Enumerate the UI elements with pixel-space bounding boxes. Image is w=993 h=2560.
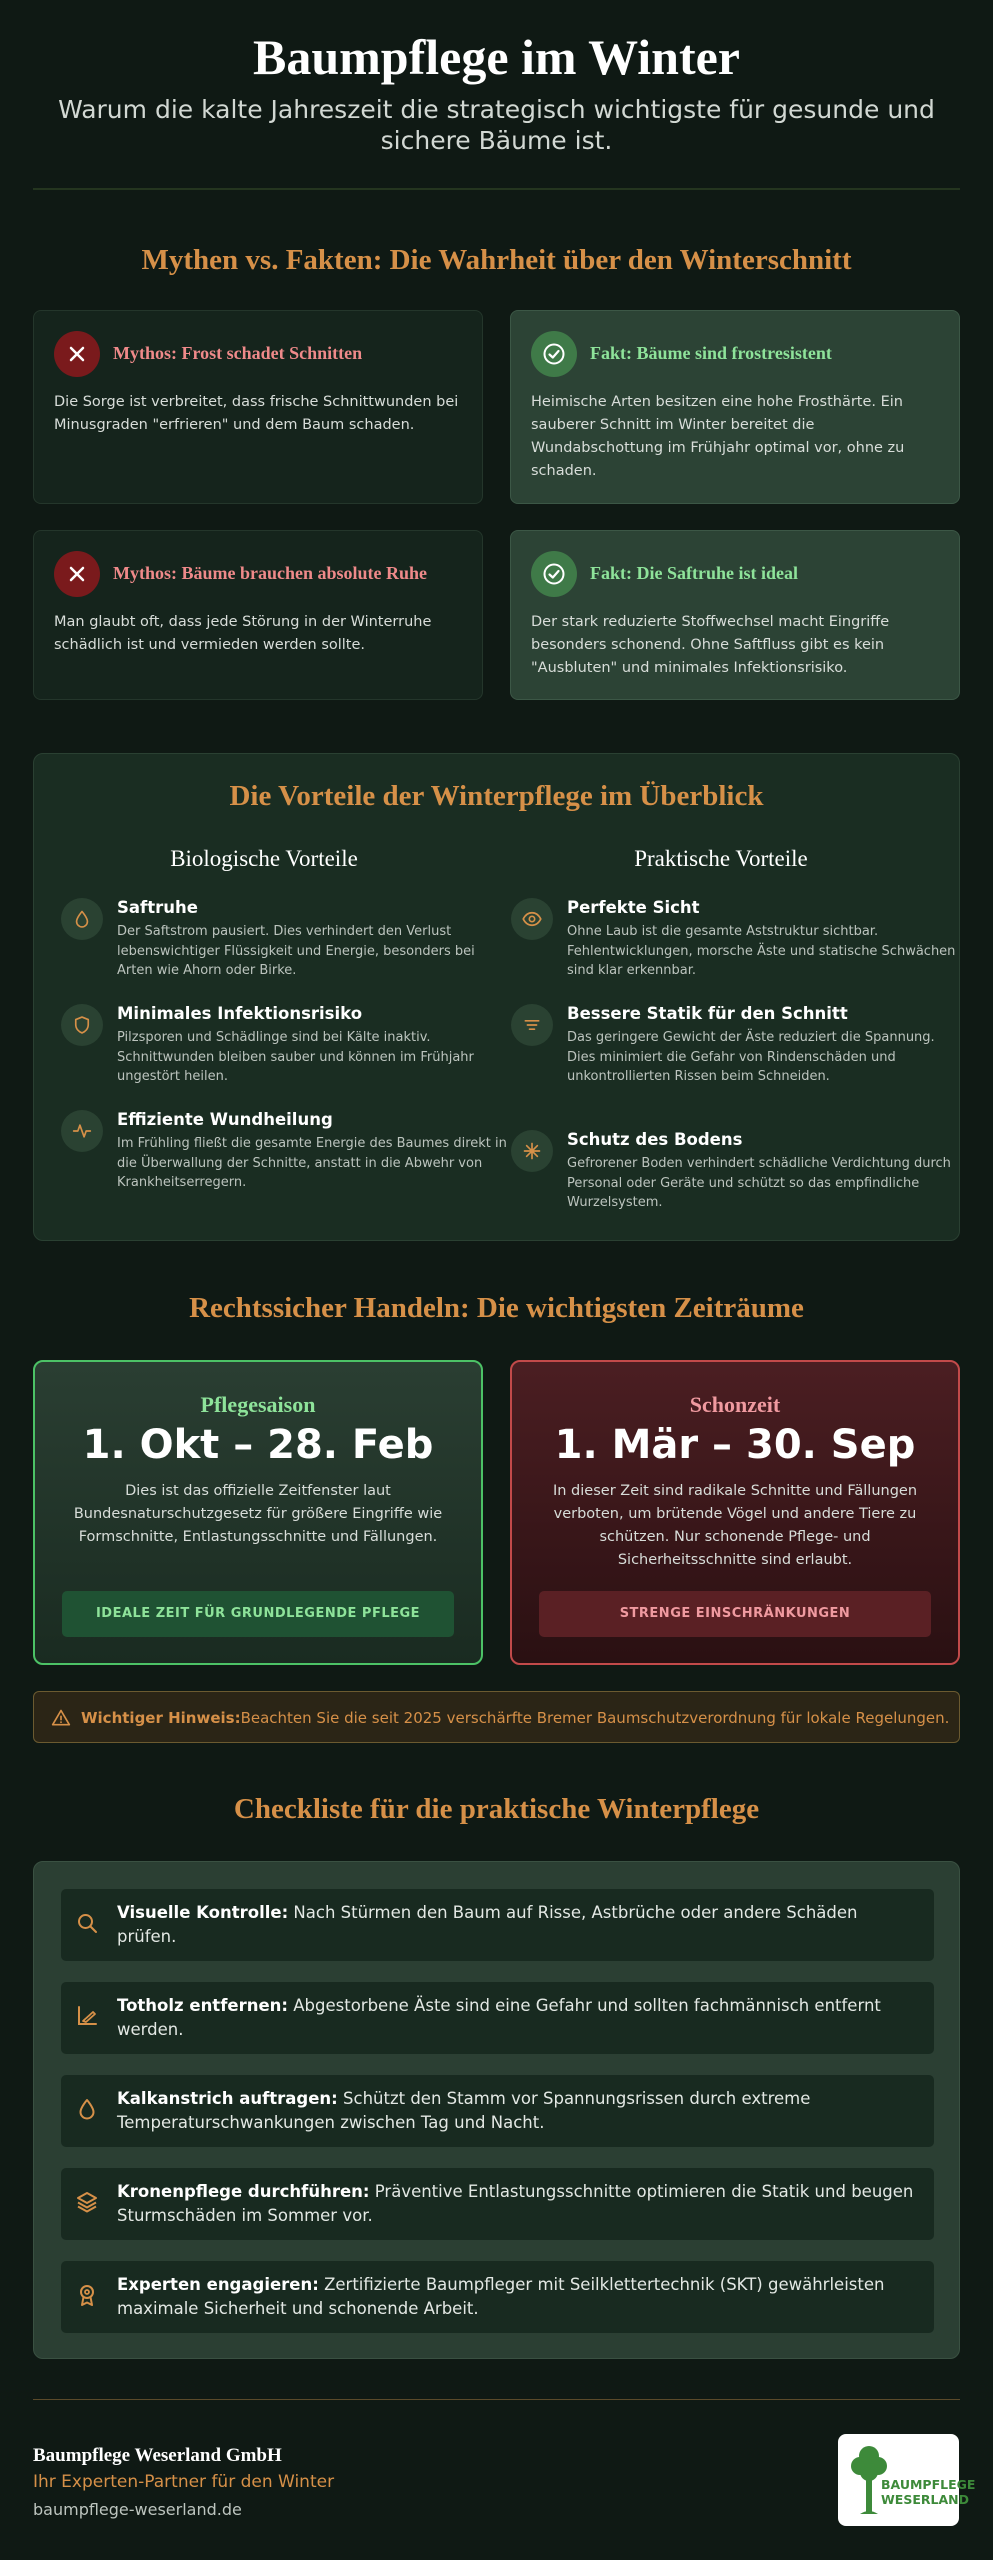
- checklist-label: Totholz entfernen:: [117, 1996, 288, 2015]
- checklist-item: [61, 1982, 934, 2054]
- company-website[interactable]: baumpflege-weserland.de: [33, 2500, 242, 2519]
- important-notice: [33, 1691, 960, 1743]
- drop-icon: [75, 2097, 99, 2121]
- benefit-desc: Gefrorener Boden verhindert schädliche Verdichtung durch Personal oder Geräte und schützt so das empfindliche Wurzelsystem.: [567, 1156, 951, 1210]
- myths-section-title: Mythen vs. Fakten: Die Wahrheit über den Winterschnitt: [141, 244, 852, 276]
- fact-title: Fakt: Die Saftruhe ist ideal: [590, 563, 798, 583]
- legal-section-title: Rechtssicher Handeln: Die wichtigsten Zeiträume: [189, 1292, 804, 1324]
- header: [33, 0, 960, 190]
- practical-heading: Praktische Vorteile: [634, 846, 808, 871]
- fact-card-sap: [510, 530, 960, 700]
- logo-text-bottom: WESERLAND: [881, 2492, 969, 2507]
- checklist-text: [117, 1901, 914, 1949]
- season-badge: STRENGE EINSCHRÄNKUNGEN: [539, 1591, 931, 1637]
- season-title: Pflegesaison: [200, 1392, 316, 1417]
- fact-title: Fakt: Bäume sind frostresistent: [590, 343, 832, 363]
- benefits-panel: [33, 753, 960, 1241]
- tree-logo-icon: [838, 2434, 976, 2526]
- checklist-label: Experten engagieren:: [117, 2275, 319, 2294]
- benefit-desc: Das geringere Gewicht der Äste reduziert die Spannung. Dies minimiert die Gefahr von Rindenschäden und unkontrollierten Rissen beim Schneiden.: [567, 1030, 935, 1084]
- droplet-icon: [61, 898, 103, 940]
- myth-text: Die Sorge ist verbreitet, dass frische Schnittwunden bei Minusgraden "erfrieren" und dem Baum schaden.: [54, 394, 459, 433]
- x-icon: [54, 331, 100, 377]
- company-tagline: Ihr Experten-Partner für den Winter: [33, 2472, 335, 2492]
- snowflake-icon: [511, 1130, 553, 1172]
- fact-card-frost: [510, 310, 960, 504]
- checklist-desc: Abgestorbene Äste sind eine Gefahr und sollten fachmännisch entfernt werden.: [117, 1996, 881, 2039]
- checklist-text: [117, 2273, 914, 2321]
- benefit-name: Effiziente Wundheilung: [117, 1110, 333, 1129]
- benefit-desc: Ohne Laub ist die gesamte Aststruktur sichtbar. Fehlentwicklungen, morsche Äste und statische Schwächen sind klar erkennbar.: [567, 924, 956, 978]
- footer-divider: [33, 2399, 960, 2400]
- season-dates: 1. Okt – 28. Feb: [82, 1422, 434, 1468]
- myth-card-rest: [33, 530, 483, 700]
- care-season-card: [33, 1360, 483, 1665]
- checklist-text: [117, 1994, 914, 2042]
- benefit-name: Bessere Statik für den Schnitt: [567, 1004, 848, 1023]
- notice-label: Wichtiger Hinweis:: [81, 1709, 241, 1727]
- search-icon: [75, 1911, 99, 1935]
- lines-icon: [511, 1004, 553, 1046]
- myth-card-frost: [33, 310, 483, 504]
- x-icon: [54, 551, 100, 597]
- checklist-desc: Schützt den Stamm vor Spannungsrissen durch extreme Temperaturschwankungen zwischen Tag und Nacht.: [117, 2089, 811, 2132]
- checklist-panel: [33, 1861, 960, 2359]
- checklist-text: [117, 2087, 914, 2135]
- checklist-section-title: Checkliste für die praktische Winterpflege: [233, 1793, 760, 1825]
- checklist-label: Kalkanstrich auftragen:: [117, 2089, 338, 2108]
- season-text: In dieser Zeit sind radikale Schnitte und Fällungen verboten, um brütende Vögel und andere Tiere zu schützen. Nur schonende Pflege- und Sicherheitsschnitte sind erlaubt.: [552, 1483, 918, 1568]
- checklist-item: [61, 2261, 934, 2333]
- company-name: Baumpflege Weserland GmbH: [33, 2445, 282, 2466]
- company-logo: [838, 2434, 976, 2526]
- benefit-desc: Im Frühling fließt die gesamte Energie des Baumes direkt in die Überwallung der Schnitte, anstatt in die Abwehr von Krankheitserregern.: [117, 1136, 507, 1190]
- badge-icon: [75, 2283, 99, 2307]
- checklist-item: [61, 2168, 934, 2240]
- activity-icon: [61, 1110, 103, 1152]
- season-dates: 1. Mär – 30. Sep: [554, 1422, 916, 1468]
- myth-title: Mythos: Frost schadet Schnitten: [113, 343, 363, 363]
- layers-icon: [75, 2190, 99, 2214]
- notice-text: [81, 1709, 949, 1727]
- checklist-desc: Zertifizierte Baumpfleger mit Seilklettertechnik (SKT) gewährleisten maximale Sicherheit und schonende Arbeit.: [117, 2275, 885, 2318]
- warning-icon: [51, 1708, 71, 1728]
- benefits-title: Die Vorteile der Winterpflege im Überblick: [229, 780, 764, 812]
- fact-text: Der stark reduzierte Stoffwechsel macht Eingriffe besonders schonend. Ohne Saftfluss gibt es kein "Ausbluten" und minimales Infektionsrisiko.: [531, 614, 890, 676]
- checklist-desc: Präventive Entlastungsschnitte optimieren die Statik und beugen Sturmschäden im Sommer vor.: [117, 2182, 914, 2225]
- season-title: Schonzeit: [689, 1392, 781, 1417]
- fact-text: Heimische Arten besitzen eine hohe Frosthärte. Ein sauberer Schnitt im Winter bereitet die Wundabschottung im Frühjahr optimal vor, ohne zu schaden.: [531, 394, 905, 479]
- page-subtitle: Warum die kalte Jahreszeit die strategisch wichtigste für gesunde und sichere Bäume ist.: [58, 95, 935, 155]
- benefit-name: Schutz des Bodens: [567, 1130, 743, 1149]
- page-title: Baumpflege im Winter: [252, 29, 740, 85]
- checklist-text: [117, 2180, 914, 2228]
- checklist-label: Kronenpflege durchführen:: [117, 2182, 370, 2201]
- checklist-item: [61, 2075, 934, 2147]
- closed-season-card: [510, 1360, 960, 1665]
- myth-text: Man glaubt oft, dass jede Störung in der Winterruhe schädlich ist und vermieden werden sollte.: [54, 614, 432, 653]
- logo-text-top: BAUMPFLEGE: [881, 2477, 976, 2492]
- shield-icon: [61, 1004, 103, 1046]
- notice-body: Beachten Sie die seit 2025 verschärfte Bremer Baumschutzverordnung für lokale Regelungen.: [240, 1709, 950, 1727]
- checklist-desc: Nach Stürmen den Baum auf Risse, Astbrüche oder andere Schäden prüfen.: [117, 1903, 858, 1946]
- benefit-desc: Der Saftstrom pausiert. Dies verhindert den Verlust lebenswichtiger Flüssigkeit und Energie, besonders bei Arten wie Ahorn oder Birke.: [117, 924, 475, 978]
- biological-heading: Biologische Vorteile: [170, 846, 358, 871]
- benefit-name: Saftruhe: [117, 898, 198, 917]
- check-circle-icon: [531, 331, 577, 377]
- saw-icon: [75, 2004, 99, 2028]
- eye-icon: [511, 898, 553, 940]
- season-text: Dies ist das offizielle Zeitfenster laut Bundesnaturschutzgesetz für größere Eingriffe wie Formschnitte, Entlastungsschnitte und Fällungen.: [73, 1483, 443, 1545]
- benefit-name: Minimales Infektionsrisiko: [117, 1004, 363, 1023]
- benefit-name: Perfekte Sicht: [567, 898, 700, 917]
- checklist-label: Visuelle Kontrolle:: [117, 1903, 289, 1922]
- season-badge: IDEALE ZEIT FÜR GRUNDLEGENDE PFLEGE: [62, 1591, 454, 1637]
- check-circle-icon: [531, 551, 577, 597]
- benefit-desc: Pilzsporen und Schädlinge sind bei Kälte inaktiv. Schnittwunden bleiben sauber und können im Frühjahr ungestört heilen.: [117, 1030, 474, 1084]
- checklist-item: [61, 1889, 934, 1961]
- myth-title: Mythos: Bäume brauchen absolute Ruhe: [113, 563, 428, 583]
